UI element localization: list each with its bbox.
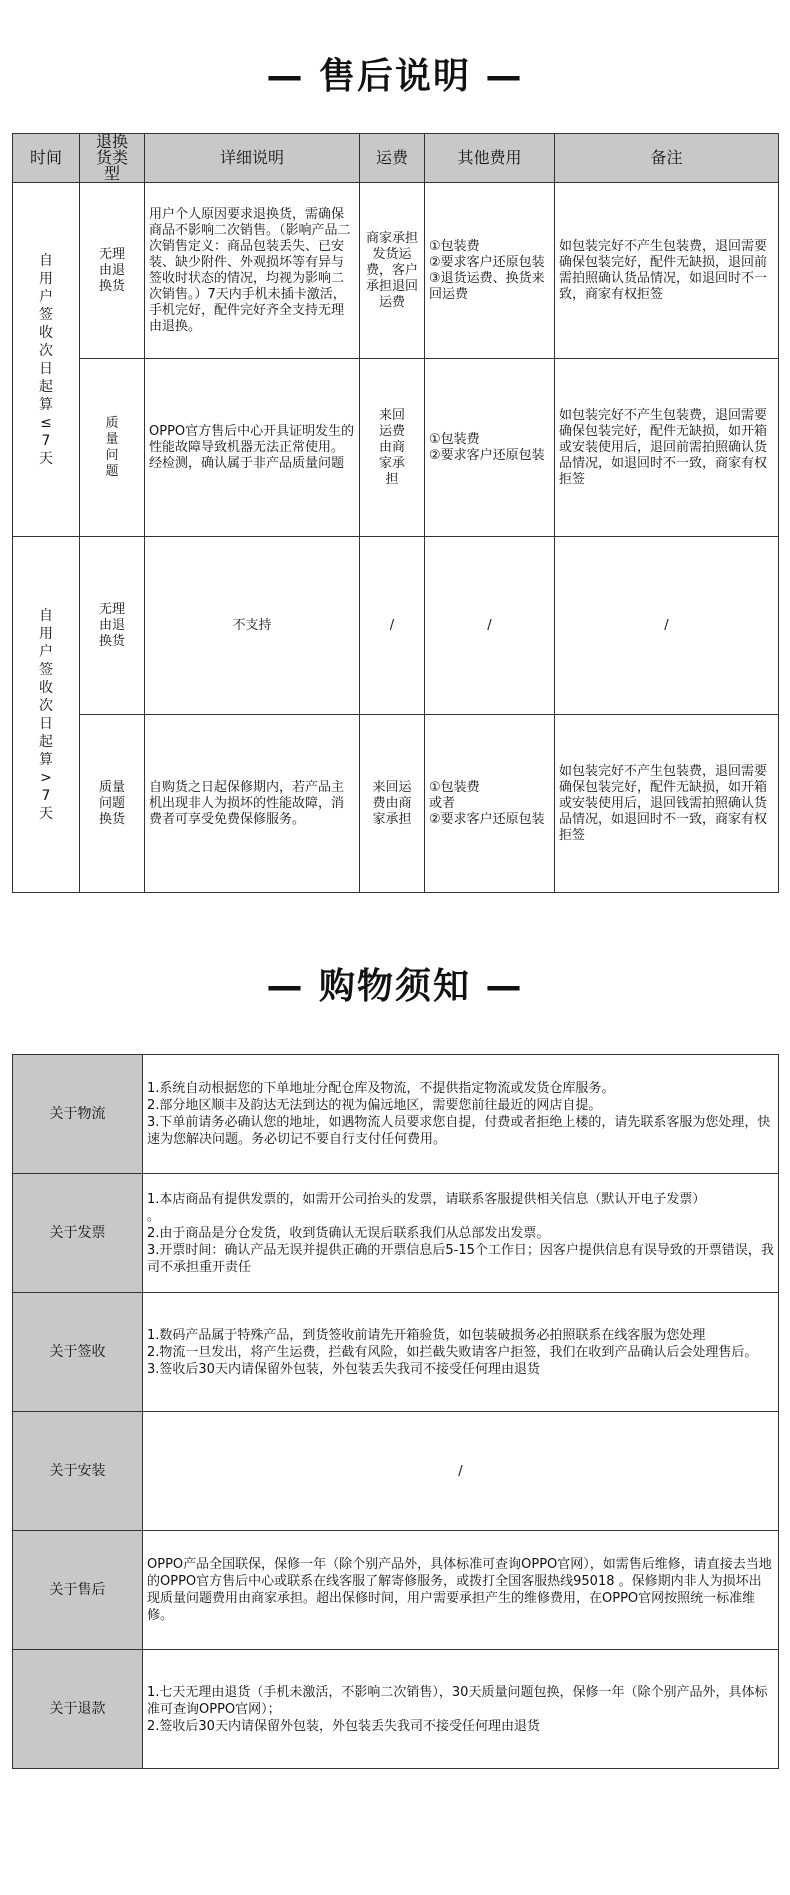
return-type: 无理由退换货 [80, 537, 145, 715]
note-text: / [555, 537, 779, 715]
other-fees: ①包装费 或者 ②要求客户还原包装 [425, 715, 555, 893]
table-row [13, 1531, 779, 1650]
notice-value: 1.系统自动根据您的下单地址分配仓库及物流，不提供指定物流或发货仓库服务。 2.部分地区顺丰及韵达无法到达的视为偏远地区，需要您前往最近的网店自提。 3.下单前请务必确认您的地址，如遇物流人员要求您自提，付费或者拒绝上楼的，请先联系客服为您处理，快速为您解决问题。务必切记不要自行支付任何费用。 [143, 1055, 779, 1174]
other-fees: ①包装费 ②要求客户还原包装 [425, 359, 555, 537]
return-type: 无理由退换货 [80, 183, 145, 359]
time-within-7-days: 自用户签收次日起算≤7天 [13, 183, 80, 537]
return-type: 质量问题 [80, 359, 145, 537]
shopping-notice-table [12, 1054, 779, 1769]
detail-text: 用户个人原因要求退换货，需确保商品不影响二次销售。（影响产品二次销售定义：商品包装丢失、已安装、缺少附件、外观损坏等有异与签收时状态的情况，均视为影响二次销售。）7天内手机未插卡激活，手机完好，配件完好齐全支持无理由退换。 [145, 183, 360, 359]
table-row [13, 1650, 779, 1769]
shipping-text: 来回运费由商家承担 [360, 359, 425, 537]
shipping-text: 商家承担发货运费，客户承担退回运费 [360, 183, 425, 359]
notice-value: 1.数码产品属于特殊产品，到货签收前请先开箱验货，如包装破损务必拍照联系在线客服为您处理 2.物流一旦发出，将产生运费，拦截有风险，如拦截失败请客户拒签，我们在收到产品确认后会处理售后。 3.签收后30天内请保留外包装，外包装丢失我司不接受任何理由退货 [143, 1293, 779, 1412]
return-type: 质量问题换货 [80, 715, 145, 893]
time-over-7-days: 自用户签收次日起算>7天 [13, 537, 80, 893]
notice-key: 关于退款 [13, 1650, 143, 1769]
header-shipping: 运费 [360, 134, 425, 183]
header-note: 备注 [555, 134, 779, 183]
notice-value: OPPO产品全国联保，保修一年（除个别产品外，具体标准可查询OPPO官网），如需售后维修，请直接去当地的OPPO官方售后中心或联系在线客服了解寄修服务，或拨打全国客服热线95018 。保修期内非人为损坏出现质量问题费用由商家承担。超出保修时间，用户需要承担产生的维修费用，在OPPO官网按照统一标准维修。 [143, 1531, 779, 1650]
table-row [13, 183, 779, 359]
notice-value: 1.本店商品有提供发票的，如需开公司抬头的发票，请联系客服提供相关信息（默认开电子发票） 。 2.由于商品是分仓发货，收到货确认无误后联系我们从总部发出发票。 3.开票时间：确认产品无误并提供正确的开票信息后5-15个工作日；因客户提供信息有误导致的开票错误，我司不承担重开责任 [143, 1174, 779, 1293]
notice-value: / [143, 1412, 779, 1531]
notice-key: 关于物流 [13, 1055, 143, 1174]
note-text: 如包装完好不产生包装费，退回需要确保包装完好，配件无缺损，如开箱或安装使用后，退回前需拍照确认货品情况，如退回时不一致，商家有权拒签 [555, 359, 779, 537]
notice-key: 关于发票 [13, 1174, 143, 1293]
notice-key: 关于签收 [13, 1293, 143, 1412]
note-text: 如包装完好不产生包装费，退回需要确保包装完好，配件无缺损，如开箱或安装使用后，退回钱需拍照确认货品情况，如退回时不一致，商家有权拒签 [555, 715, 779, 893]
table-row [13, 1174, 779, 1293]
detail-text: 自购货之日起保修期内，若产品主机出现非人为损坏的性能故障，消费者可享受免费保修服务。 [145, 715, 360, 893]
other-fees: ①包装费 ②要求客户还原包装 ③退货运费、换货来回运费 [425, 183, 555, 359]
after-sales-table [12, 133, 779, 893]
shipping-text: / [360, 537, 425, 715]
header-type: 退换货类型 [80, 134, 145, 183]
other-fees: / [425, 537, 555, 715]
notice-value: 1.七天无理由退货（手机未激活，不影响二次销售），30天质量问题包换，保修一年（除个别产品外，具体标准可查询OPPO官网）； 2.签收后30天内请保留外包装，外包装丢失我司不接受任何理由退货 [143, 1650, 779, 1769]
shipping-text: 来回运费由商家承担 [360, 715, 425, 893]
after-sales-heading: — 售后说明 — [266, 56, 524, 97]
notice-key: 关于安装 [13, 1412, 143, 1531]
detail-text: OPPO官方售后中心开具证明发生的性能故障导致机器无法正常使用。经检测，确认属于非产品质量问题 [145, 359, 360, 537]
shopping-notice-heading: — 购物须知 — [266, 966, 524, 1007]
header-time: 时间 [13, 134, 80, 183]
table-row [13, 359, 779, 537]
notice-key: 关于售后 [13, 1531, 143, 1650]
table-row [13, 1055, 779, 1174]
table-row [13, 715, 779, 893]
header-other-fees: 其他费用 [425, 134, 555, 183]
table-row [13, 537, 779, 715]
table-row [13, 1293, 779, 1412]
table-row [13, 1412, 779, 1531]
table-header-row [13, 134, 779, 183]
header-detail: 详细说明 [145, 134, 360, 183]
note-text: 如包装完好不产生包装费，退回需要确保包装完好，配件无缺损，退回前需拍照确认货品情况，如退回时不一致，商家有权拒签 [555, 183, 779, 359]
detail-text: 不支持 [145, 537, 360, 715]
